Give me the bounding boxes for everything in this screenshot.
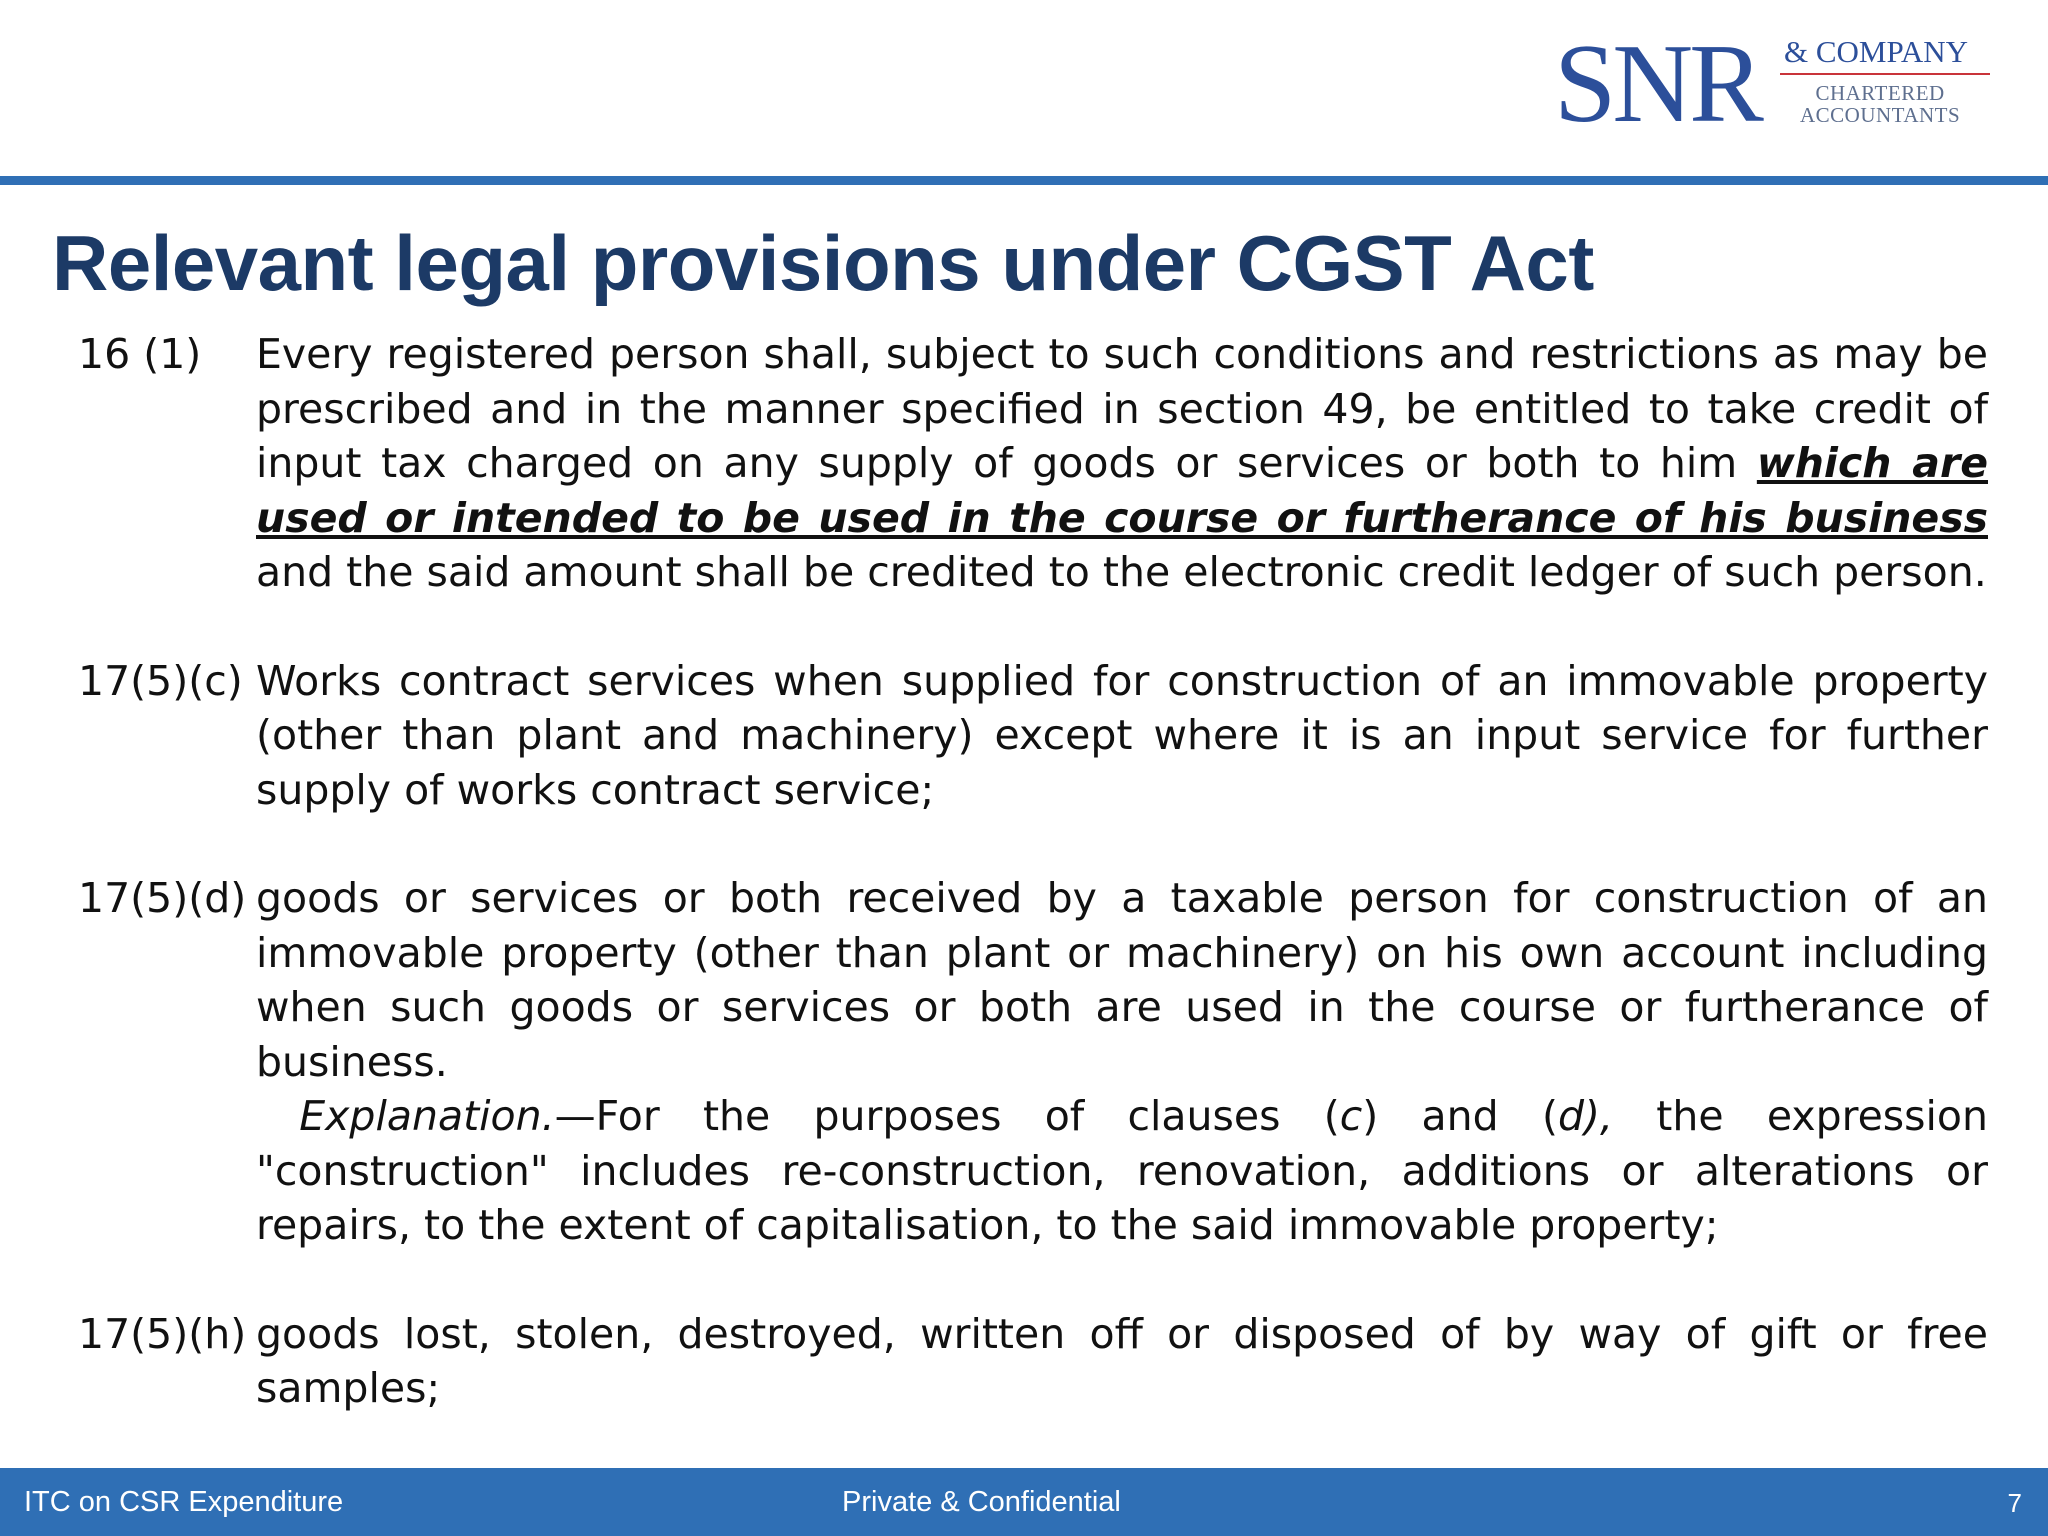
explanation-dash: — <box>554 1092 596 1140</box>
provision-17-5-c <box>78 654 1988 818</box>
provision-17-5-h <box>78 1307 1988 1416</box>
explanation-part2: ) and ( <box>1362 1092 1558 1140</box>
logo-wordmark: SNR <box>1554 22 1760 146</box>
provision-text-after: and the said amount shall be credited to the electronic credit ledger of such person. <box>256 548 1987 596</box>
logo-company: & COMPANY <box>1784 34 1969 69</box>
explanation-part1: For the purposes of clauses ( <box>595 1092 1340 1140</box>
header-rule <box>0 176 2048 185</box>
provision-text: goods lost, stolen, destroyed, written off or disposed of by way of gift or free samples; <box>256 1309 1988 1412</box>
company-logo <box>1554 22 1994 146</box>
provision-ref: 17(5)(h) <box>78 1309 247 1358</box>
footer-deck-title: ITC on CSR Expenditure <box>24 1486 344 1518</box>
footer-confidential: Private & Confidential <box>842 1486 1121 1518</box>
provision-16-1 <box>78 327 1988 600</box>
provision-text: Works contract services when supplied for construction of an immovable property (other than plant and machinery) except where it is an input service for further supply of works contract service; <box>256 656 1988 814</box>
footer-bar <box>0 1468 2048 1536</box>
explanation-part4: the expression "construction" includes re-construction, renovation, additions or alterations or repairs, to the extent of capitalisation, to the said immovable property; <box>256 1092 1988 1249</box>
provision-explanation <box>256 1089 1988 1253</box>
page-number: 7 <box>2007 1488 2022 1518</box>
slide-title: Relevant legal provisions under CGST Act <box>52 219 1594 307</box>
logo-divider <box>1780 73 1990 75</box>
logo-tagline-line1: CHARTERED <box>1815 81 1945 105</box>
provisions-list <box>78 327 1988 1470</box>
provision-text: goods or services or both received by a taxable person for construction of an immovable property (other than plant or machinery) on his own account including when such goods or services or both are used in the course or furtherance of business. <box>256 874 1988 1086</box>
provision-ref: 17(5)(c) <box>78 656 243 705</box>
explanation-part3: ), <box>1583 1092 1614 1140</box>
provision-body <box>256 871 1988 1253</box>
explanation-clause-d: d <box>1557 1092 1584 1140</box>
explanation-clause-c: c <box>1339 1092 1363 1140</box>
explanation-label: Explanation. <box>299 1092 555 1140</box>
provision-ref: 17(5)(d) <box>78 874 247 922</box>
provision-17-5-d <box>78 871 1988 1253</box>
logo-tagline-line2: ACCOUNTANTS <box>1800 103 1961 127</box>
logo-tagline <box>1800 82 1960 126</box>
provision-ref: 16 (1) <box>78 330 202 378</box>
provision-emphasis: which are used or intended to be used in the course or furtherance of his business <box>256 439 1988 542</box>
provision-text-before: Every registered person shall, subject to such conditions and restrictions as may be prescribed and in the manner specified in section 49, be entitled to take credit of input tax charged on any supply of goods or services or both to him <box>256 330 1988 487</box>
provision-text <box>256 327 1988 600</box>
